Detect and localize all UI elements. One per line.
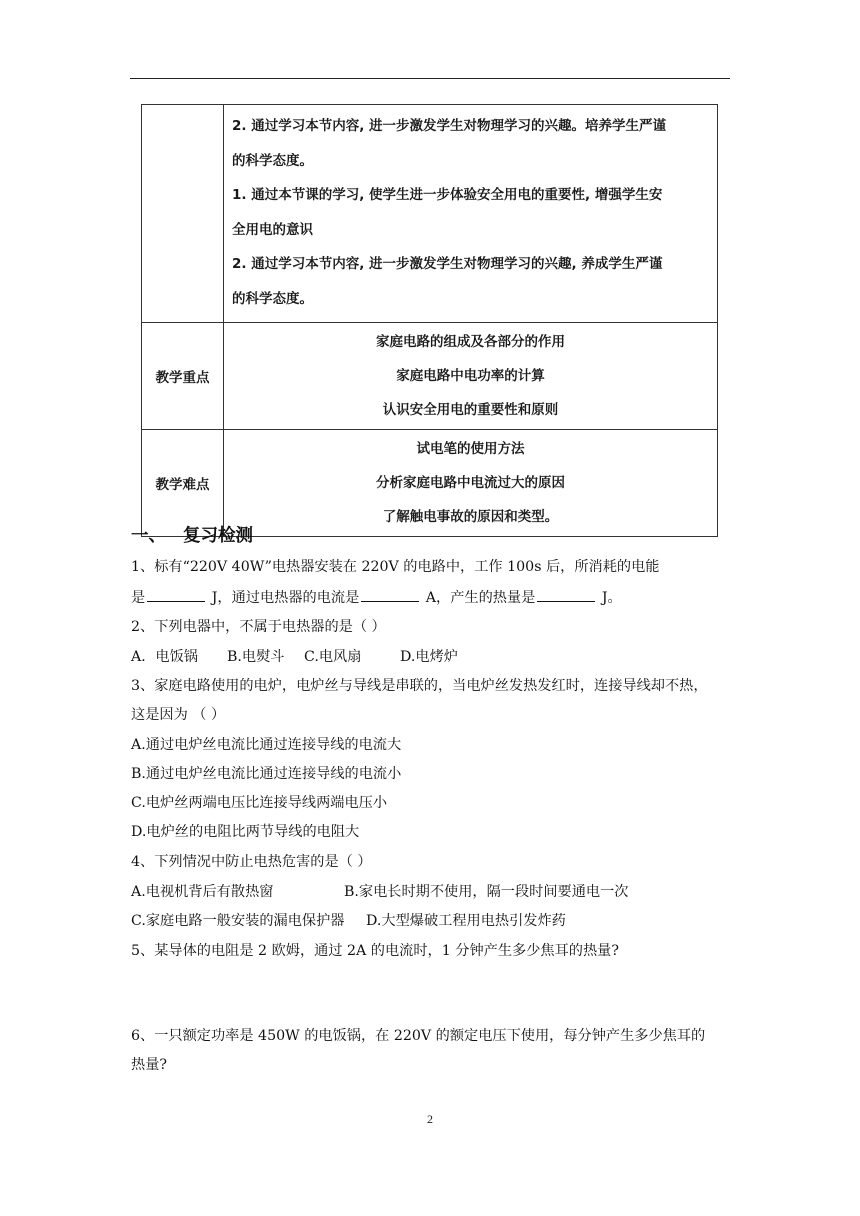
q3-option-d: D.电炉丝的电阻比两节导线的电阻大 [131,824,360,840]
header-rule [130,78,730,79]
q2-options [131,647,458,667]
q1-text-c: A，产生的热量是 [421,590,536,606]
q1-line1: 1、标有“220V 40W”电热器安装在 220V 的电路中，工作 100s 后，所消耗的电能 [131,559,660,575]
q1-blank-current[interactable] [361,587,419,602]
goal-line: 2. 通过学习本节内容, 进一步激发学生对物理学习的兴趣, 养成学生严谨 [232,256,663,272]
difficult-point-item: 分析家庭电路中电流过大的原因 [376,475,565,491]
key-points-label: 教学重点 [142,323,224,430]
goals-cell [224,105,718,323]
goals-row [142,105,718,323]
goal-line: 的科学态度。 [232,290,313,307]
difficult-point-item: 了解触电事故的原因和类型。 [382,509,559,525]
goals-label-cell [142,105,224,323]
q1-line2 [131,587,622,608]
q1-blank-energy[interactable] [147,587,205,602]
difficult-points-list [224,430,718,537]
q2-option-c: C.电风扇 [304,649,362,665]
q2-option-a: A．电饭锅 [131,649,198,665]
section-number: 一、 [131,526,166,546]
q3-option-a: A.通过电炉丝电流比通过连接导线的电流大 [131,737,402,753]
q4-stem: 4、下列情况中防止电热危害的是（ ） [131,854,372,870]
section-title: 复习检测 [183,526,253,546]
q4-option-c: C.家庭电路一般安装的漏电保护器 [131,913,345,929]
key-point-item: 家庭电路中电功率的计算 [396,368,545,384]
q4-option-a: A.电视机背后有散热窗 [131,884,274,900]
q4-options-row1 [131,882,629,902]
goal-line: 的科学态度。 [232,152,313,169]
q1-blank-heat[interactable] [537,587,595,602]
goal-line: 全用电的意识 [232,221,313,238]
key-points-list [224,323,718,430]
q2-stem: 2、下列电器中，不属于电热器的是（ ） [131,619,386,635]
q1-text-b: J，通过电热器的电流是 [207,590,360,606]
q3-line1: 3、家庭电路使用的电炉，电炉丝与导线是串联的，当电炉丝发热发红时，连接导线却不热， [131,678,708,694]
goal-line: 1. 通过本节课的学习, 使学生进一步体验安全用电的重要性, 增强学生安 [232,187,663,203]
key-point-item: 认识安全用电的重要性和原则 [382,402,559,418]
lesson-plan-table [141,104,718,537]
difficult-points-label: 教学难点 [142,430,224,537]
q4-option-d: D.大型爆破工程用电热引发炸药 [366,913,566,929]
q1-text-a: 是 [131,590,146,606]
key-points-row [142,323,718,430]
page-number: 2 [427,1112,433,1126]
goal-line: 2. 通过学习本节内容, 进一步激发学生对物理学习的兴趣。培养学生严谨 [232,118,667,134]
difficult-point-item: 试电笔的使用方法 [416,441,525,457]
q4-option-b: B.家电长时期不使用，隔一段时间要通电一次 [344,884,629,900]
q1-text-d: J。 [597,590,622,606]
q6-line2: 热量? [131,1057,167,1073]
q6-line1: 6、一只额定功率是 450W 的电饭锅，在 220V 的额定电压下使用，每分钟产生多少焦耳的 [131,1028,706,1044]
q5-stem: 5、某导体的电阻是 2 欧姆，通过 2A 的电流时，1 分钟产生多少焦耳的热量? [131,943,619,959]
q3-option-b: B.通过电炉丝电流比通过连接导线的电流小 [131,766,402,782]
key-point-item: 家庭电路的组成及各部分的作用 [376,334,565,350]
section-heading [131,522,253,547]
difficult-points-row [142,430,718,537]
q3-option-c: C.电炉丝两端电压比连接导线两端电压小 [131,795,388,811]
q3-line2: 这是因为 （ ） [131,707,226,723]
q2-option-d: D.电烤炉 [400,649,458,665]
q2-option-b: B.电熨斗 [227,649,285,665]
q4-options-row2 [131,911,566,931]
